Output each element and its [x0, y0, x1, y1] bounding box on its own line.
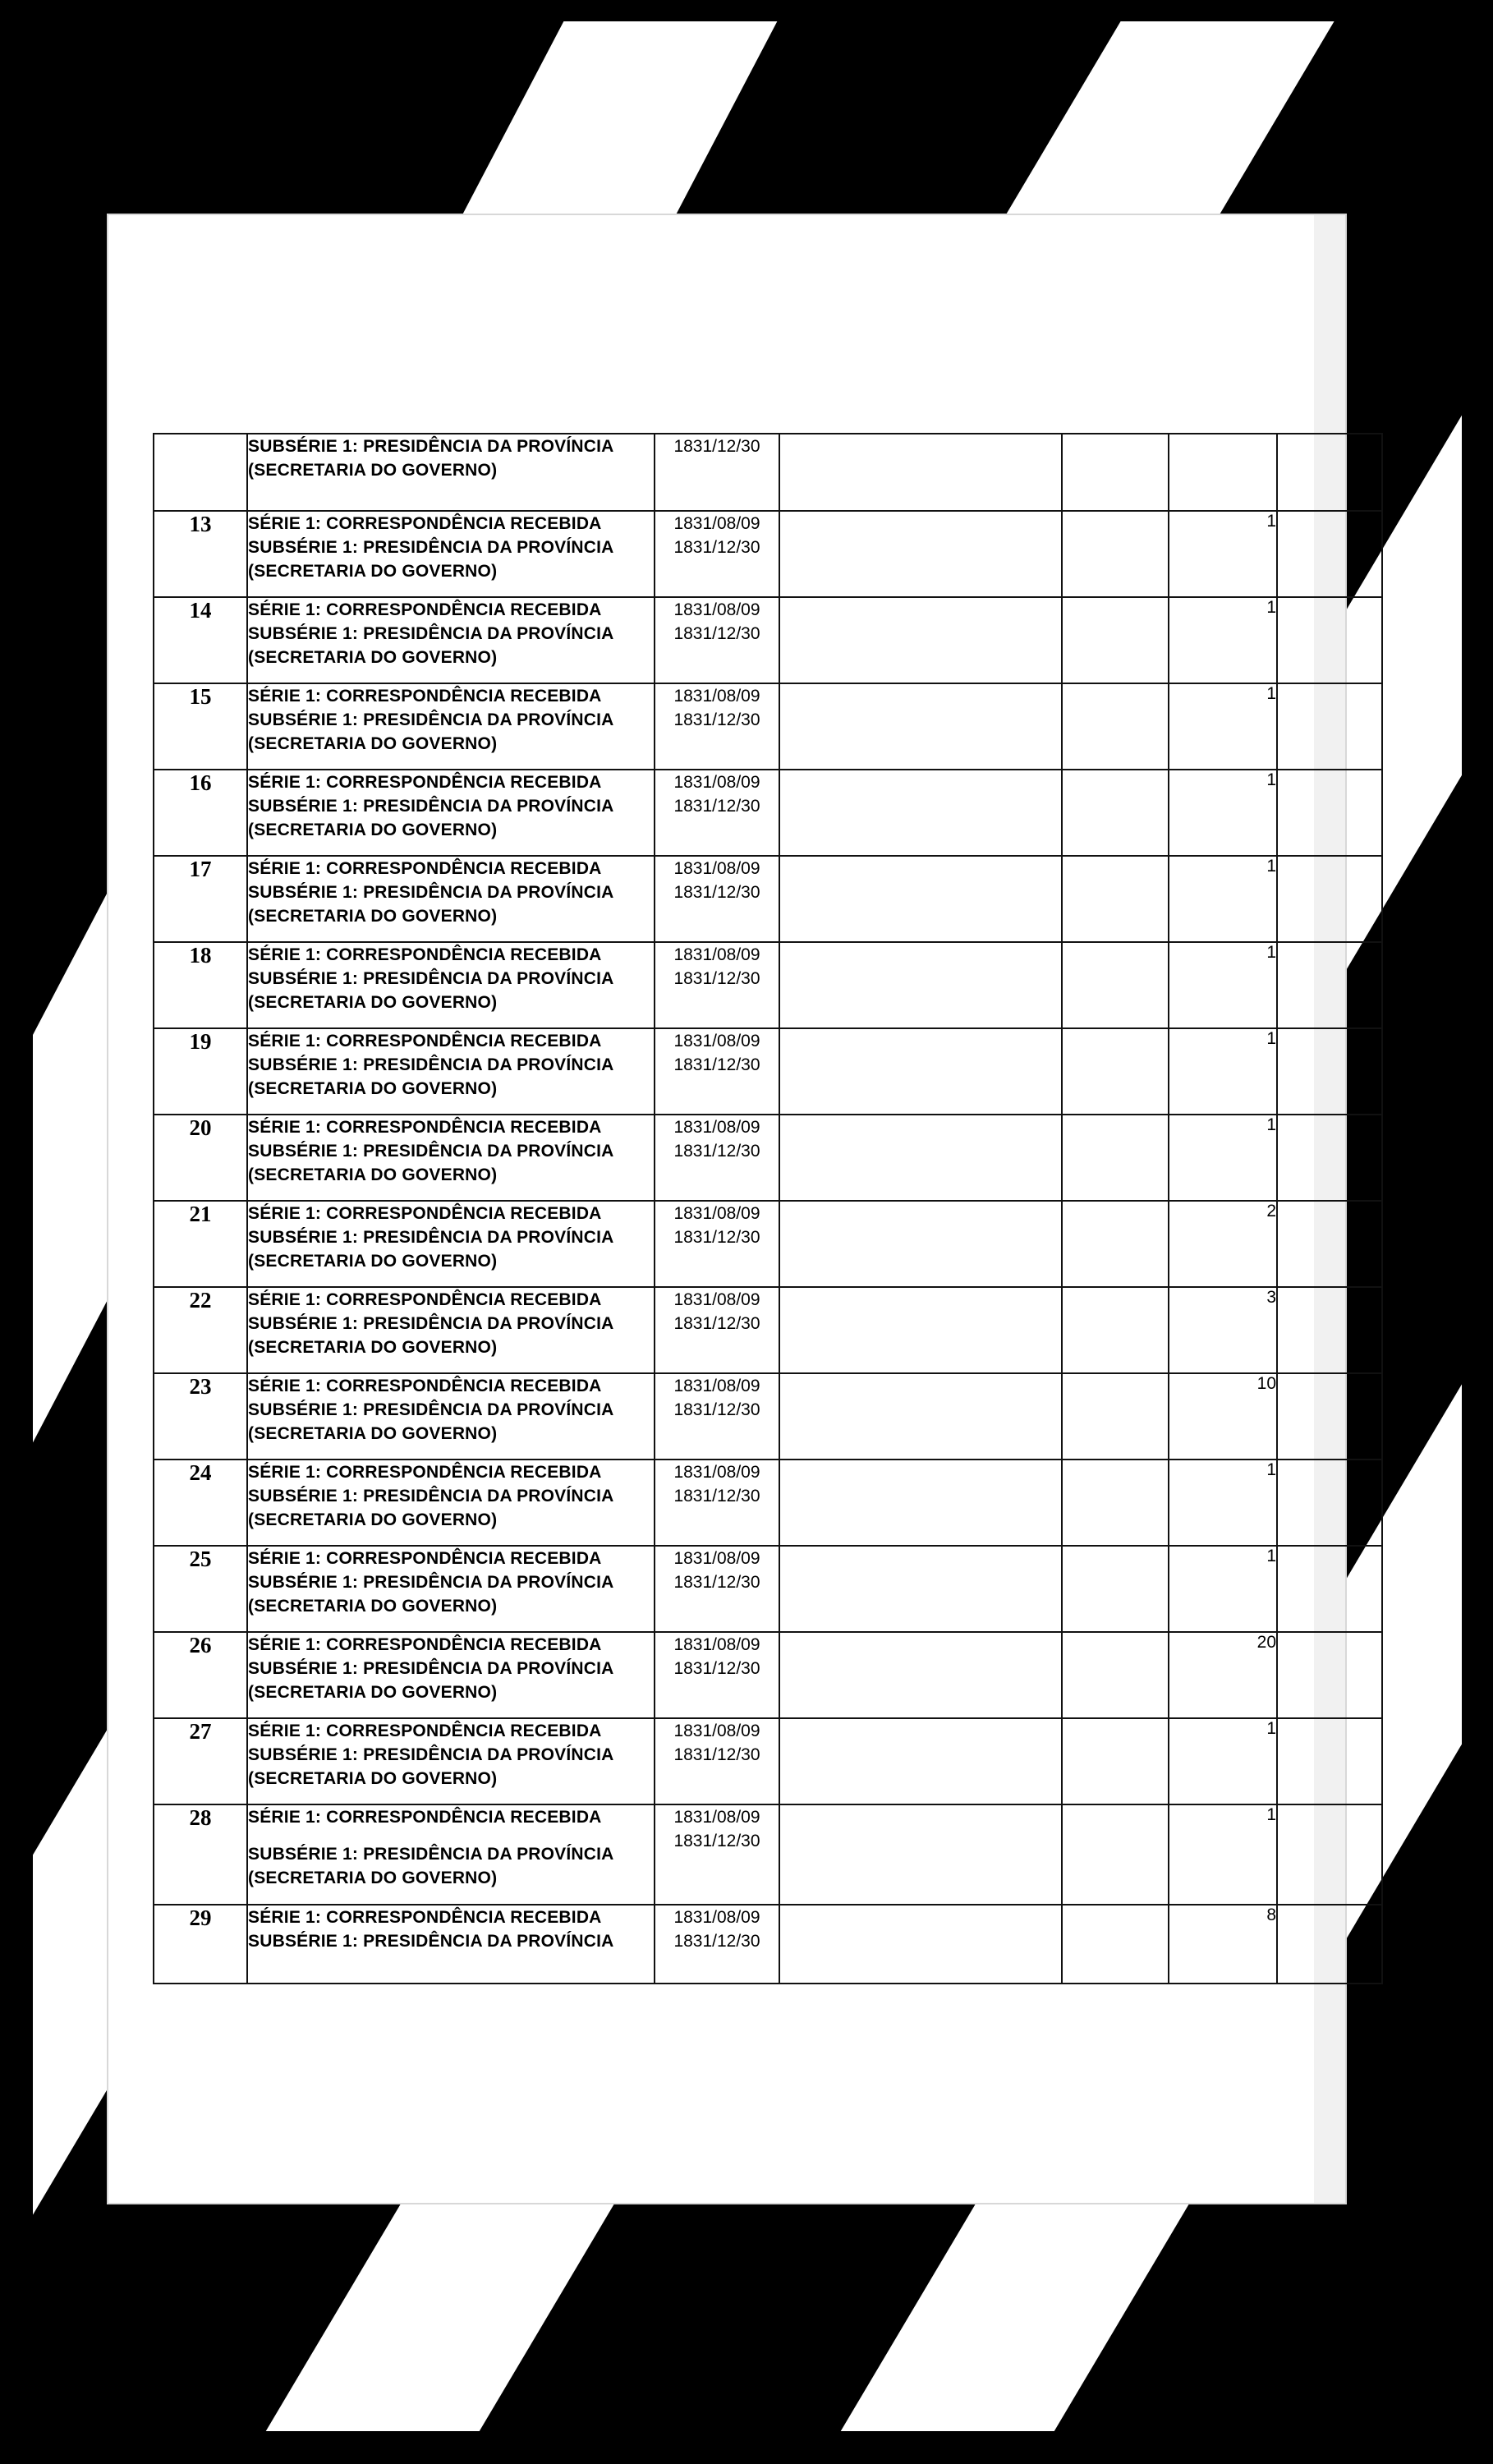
empty-cell: [1062, 1546, 1169, 1632]
record-description: [247, 683, 655, 770]
section-label: (SECRETARIA DO GOVERNO): [248, 1597, 498, 1616]
empty-cell: [1062, 1287, 1169, 1373]
series-label: SÉRIE 1: CORRESPONDÊNCIA RECEBIDA: [248, 1032, 602, 1050]
subseries-label: SUBSÉRIE 1: PRESIDÊNCIA DA PROVÍNCIA: [248, 1228, 614, 1247]
empty-cell: [779, 683, 1062, 770]
date-end: 1831/12/30: [673, 1400, 760, 1419]
empty-cell: [1062, 511, 1169, 597]
quantity: 2: [1169, 1201, 1277, 1287]
empty-cell: [779, 942, 1062, 1028]
inventory-table: [153, 433, 1383, 1984]
date-end: 1831/12/30: [673, 710, 760, 729]
record-description: [247, 1718, 655, 1804]
table-row: [154, 597, 1382, 683]
record-description: [247, 511, 655, 597]
record-description: [247, 1905, 655, 1984]
date-end: 1831/12/30: [673, 1487, 760, 1506]
empty-cell: [1277, 1804, 1382, 1905]
record-description: [247, 1804, 655, 1905]
date-end: 1831/12/30: [673, 797, 760, 816]
record-number: 22: [154, 1287, 247, 1373]
date-range: [655, 1632, 779, 1718]
section-label: (SECRETARIA DO GOVERNO): [248, 1079, 498, 1098]
quantity: 1: [1169, 1115, 1277, 1201]
record-description: [247, 1287, 655, 1373]
section-label: (SECRETARIA DO GOVERNO): [248, 1769, 498, 1788]
date-end: 1831/12/30: [673, 624, 760, 643]
date-range: [655, 942, 779, 1028]
date-range: [655, 770, 779, 856]
section-label: (SECRETARIA DO GOVERNO): [248, 1165, 498, 1184]
subseries-label: SUBSÉRIE 1: PRESIDÊNCIA DA PROVÍNCIA: [248, 1932, 614, 1951]
empty-cell: [779, 1718, 1062, 1804]
quantity: 1: [1169, 1546, 1277, 1632]
series-label: SÉRIE 1: CORRESPONDÊNCIA RECEBIDA: [248, 1204, 602, 1223]
date-start: 1831/08/09: [673, 1463, 760, 1482]
record-number: 24: [154, 1460, 247, 1546]
empty-cell: [1062, 856, 1169, 942]
subseries-label: SUBSÉRIE 1: PRESIDÊNCIA DA PROVÍNCIA: [248, 710, 614, 729]
empty-cell: [1062, 597, 1169, 683]
date-range: [655, 597, 779, 683]
subseries-label: SUBSÉRIE 1: PRESIDÊNCIA DA PROVÍNCIA: [248, 797, 614, 816]
date-start: 1831/08/09: [673, 773, 760, 792]
series-label: SÉRIE 1: CORRESPONDÊNCIA RECEBIDA: [248, 514, 602, 533]
empty-cell: [1277, 1028, 1382, 1115]
series-label: SÉRIE 1: CORRESPONDÊNCIA RECEBIDA: [248, 687, 602, 706]
date-end: 1831/12/30: [673, 883, 760, 902]
record-number: 18: [154, 942, 247, 1028]
date-range: [655, 1287, 779, 1373]
date-range: [655, 1201, 779, 1287]
series-label: SÉRIE 1: CORRESPONDÊNCIA RECEBIDA: [248, 1808, 602, 1827]
section-label: (SECRETARIA DO GOVERNO): [248, 821, 498, 839]
record-number: 17: [154, 856, 247, 942]
date-start: 1831/08/09: [673, 1290, 760, 1309]
table-row: [154, 1115, 1382, 1201]
date-end: 1831/12/30: [673, 538, 760, 557]
section-label: (SECRETARIA DO GOVERNO): [248, 648, 498, 667]
quantity: 1: [1169, 942, 1277, 1028]
section-label: (SECRETARIA DO GOVERNO): [248, 1510, 498, 1529]
date-range: [655, 1718, 779, 1804]
table-row: [154, 942, 1382, 1028]
quantity: 8: [1169, 1905, 1277, 1984]
record-description: [247, 1460, 655, 1546]
date-end: 1831/12/30: [673, 1142, 760, 1161]
empty-cell: [779, 1905, 1062, 1984]
section-label: (SECRETARIA DO GOVERNO): [248, 1252, 498, 1271]
empty-cell: [1062, 1115, 1169, 1201]
table-row: [154, 511, 1382, 597]
quantity: 3: [1169, 1287, 1277, 1373]
section-label: (SECRETARIA DO GOVERNO): [248, 1869, 498, 1887]
record-number: [154, 434, 247, 511]
date-start: 1831/08/09: [673, 859, 760, 878]
section-label: (SECRETARIA DO GOVERNO): [248, 907, 498, 926]
table-row: [154, 1718, 1382, 1804]
empty-cell: [779, 1632, 1062, 1718]
date-end: 1831/12/30: [673, 1659, 760, 1678]
date-start: 1831/08/09: [673, 514, 760, 533]
quantity: 10: [1169, 1373, 1277, 1460]
date-end: 1831/12/30: [673, 1228, 760, 1247]
date-range: [655, 1115, 779, 1201]
empty-cell: [1277, 1905, 1382, 1984]
subseries-label: SUBSÉRIE 1: PRESIDÊNCIA DA PROVÍNCIA: [248, 1400, 614, 1419]
table-row: [154, 683, 1382, 770]
inventory-table-body: [154, 434, 1382, 1984]
quantity: 1: [1169, 597, 1277, 683]
date-end: 1831/12/30: [673, 1314, 760, 1333]
empty-cell: [779, 1115, 1062, 1201]
quantity: 1: [1169, 683, 1277, 770]
date-end: 1831/12/30: [673, 1832, 760, 1850]
empty-cell: [779, 434, 1062, 511]
series-label: SÉRIE 1: CORRESPONDÊNCIA RECEBIDA: [248, 600, 602, 619]
date-range: [655, 856, 779, 942]
date-start: 1831/08/09: [673, 1118, 760, 1137]
empty-cell: [779, 1201, 1062, 1287]
table-row: [154, 434, 1382, 511]
empty-cell: [1062, 770, 1169, 856]
subseries-label: SUBSÉRIE 1: PRESIDÊNCIA DA PROVÍNCIA: [248, 1745, 614, 1764]
record-number: 14: [154, 597, 247, 683]
empty-cell: [1277, 683, 1382, 770]
subseries-label: SUBSÉRIE 1: PRESIDÊNCIA DA PROVÍNCIA: [248, 538, 614, 557]
table-row: [154, 1287, 1382, 1373]
table-row: [154, 856, 1382, 942]
empty-cell: [779, 1287, 1062, 1373]
record-number: 19: [154, 1028, 247, 1115]
empty-cell: [779, 1373, 1062, 1460]
record-description: [247, 856, 655, 942]
table-row: [154, 1373, 1382, 1460]
date-range: [655, 1546, 779, 1632]
record-description: [247, 1546, 655, 1632]
table-row: [154, 1460, 1382, 1546]
empty-cell: [1062, 434, 1169, 511]
date-end: 1831/12/30: [673, 1745, 760, 1764]
record-description: [247, 434, 655, 511]
section-label: (SECRETARIA DO GOVERNO): [248, 734, 498, 753]
table-row: [154, 1632, 1382, 1718]
date-range: [655, 511, 779, 597]
date-start: 1831/08/09: [673, 1635, 760, 1654]
series-label: SÉRIE 1: CORRESPONDÊNCIA RECEBIDA: [248, 859, 602, 878]
section-label: (SECRETARIA DO GOVERNO): [248, 562, 498, 581]
empty-cell: [1062, 1028, 1169, 1115]
record-description: [247, 1373, 655, 1460]
empty-cell: [1277, 1460, 1382, 1546]
empty-cell: [1277, 1632, 1382, 1718]
subseries-label: SUBSÉRIE 1: PRESIDÊNCIA DA PROVÍNCIA: [248, 1487, 614, 1506]
date-end: 1831/12/30: [673, 969, 760, 988]
empty-cell: [1277, 511, 1382, 597]
series-label: SÉRIE 1: CORRESPONDÊNCIA RECEBIDA: [248, 1635, 602, 1654]
series-label: SÉRIE 1: CORRESPONDÊNCIA RECEBIDA: [248, 945, 602, 964]
empty-cell: [1277, 434, 1382, 511]
subseries-label: SUBSÉRIE 1: PRESIDÊNCIA DA PROVÍNCIA: [248, 1314, 614, 1333]
empty-cell: [1277, 770, 1382, 856]
date-start: 1831/12/30: [673, 437, 760, 456]
empty-cell: [1062, 1905, 1169, 1984]
empty-cell: [779, 856, 1062, 942]
empty-cell: [1062, 1632, 1169, 1718]
empty-cell: [1277, 1546, 1382, 1632]
quantity: [1169, 434, 1277, 511]
empty-cell: [1277, 1287, 1382, 1373]
record-number: 27: [154, 1718, 247, 1804]
record-description: [247, 770, 655, 856]
table-row: [154, 1546, 1382, 1632]
table-row: [154, 1201, 1382, 1287]
empty-cell: [1277, 856, 1382, 942]
empty-cell: [779, 597, 1062, 683]
empty-cell: [779, 1804, 1062, 1905]
series-label: SÉRIE 1: CORRESPONDÊNCIA RECEBIDA: [248, 1463, 602, 1482]
record-number: 13: [154, 511, 247, 597]
date-range: [655, 1905, 779, 1984]
section-label: (SECRETARIA DO GOVERNO): [248, 461, 498, 480]
date-end: 1831/12/30: [673, 1932, 760, 1951]
empty-cell: [779, 1028, 1062, 1115]
date-start: 1831/08/09: [673, 1032, 760, 1050]
date-range: [655, 1460, 779, 1546]
empty-cell: [1277, 1115, 1382, 1201]
quantity: 20: [1169, 1632, 1277, 1718]
empty-cell: [1062, 942, 1169, 1028]
section-label: (SECRETARIA DO GOVERNO): [248, 993, 498, 1012]
table-row: [154, 770, 1382, 856]
empty-cell: [1277, 1201, 1382, 1287]
series-label: SÉRIE 1: CORRESPONDÊNCIA RECEBIDA: [248, 1377, 602, 1395]
quantity: 1: [1169, 1718, 1277, 1804]
empty-cell: [1062, 1373, 1169, 1460]
record-description: [247, 1028, 655, 1115]
series-label: SÉRIE 1: CORRESPONDÊNCIA RECEBIDA: [248, 1118, 602, 1137]
empty-cell: [1277, 597, 1382, 683]
record-number: 23: [154, 1373, 247, 1460]
subseries-label: SUBSÉRIE 1: PRESIDÊNCIA DA PROVÍNCIA: [248, 883, 614, 902]
quantity: 1: [1169, 856, 1277, 942]
empty-cell: [1062, 683, 1169, 770]
empty-cell: [1062, 1718, 1169, 1804]
quantity: 1: [1169, 1460, 1277, 1546]
table-row: [154, 1028, 1382, 1115]
date-range: [655, 1028, 779, 1115]
empty-cell: [1062, 1201, 1169, 1287]
record-number: 29: [154, 1905, 247, 1984]
quantity: 1: [1169, 1804, 1277, 1905]
table-row: [154, 1905, 1382, 1984]
subseries-label: SUBSÉRIE 1: PRESIDÊNCIA DA PROVÍNCIA: [248, 437, 614, 456]
date-range: [655, 434, 779, 511]
record-number: 25: [154, 1546, 247, 1632]
empty-cell: [1277, 1718, 1382, 1804]
record-description: [247, 942, 655, 1028]
empty-cell: [779, 1546, 1062, 1632]
date-end: 1831/12/30: [673, 1055, 760, 1074]
subseries-label: SUBSÉRIE 1: PRESIDÊNCIA DA PROVÍNCIA: [248, 1055, 614, 1074]
subseries-label: SUBSÉRIE 1: PRESIDÊNCIA DA PROVÍNCIA: [248, 624, 614, 643]
date-start: 1831/08/09: [673, 687, 760, 706]
date-end: 1831/12/30: [673, 1573, 760, 1592]
record-description: [247, 597, 655, 683]
record-description: [247, 1201, 655, 1287]
date-start: 1831/08/09: [673, 1808, 760, 1827]
date-start: 1831/08/09: [673, 945, 760, 964]
empty-cell: [779, 511, 1062, 597]
section-label: (SECRETARIA DO GOVERNO): [248, 1338, 498, 1357]
record-number: 28: [154, 1804, 247, 1905]
section-label: (SECRETARIA DO GOVERNO): [248, 1683, 498, 1702]
series-label: SÉRIE 1: CORRESPONDÊNCIA RECEBIDA: [248, 1722, 602, 1740]
series-label: SÉRIE 1: CORRESPONDÊNCIA RECEBIDA: [248, 1549, 602, 1568]
empty-cell: [779, 770, 1062, 856]
empty-cell: [779, 1460, 1062, 1546]
series-label: SÉRIE 1: CORRESPONDÊNCIA RECEBIDA: [248, 1290, 602, 1309]
date-range: [655, 1373, 779, 1460]
record-number: 15: [154, 683, 247, 770]
subseries-label: SUBSÉRIE 1: PRESIDÊNCIA DA PROVÍNCIA: [248, 1845, 614, 1864]
section-label: (SECRETARIA DO GOVERNO): [248, 1424, 498, 1443]
record-number: 16: [154, 770, 247, 856]
date-start: 1831/08/09: [673, 1377, 760, 1395]
record-description: [247, 1632, 655, 1718]
date-start: 1831/08/09: [673, 1722, 760, 1740]
series-label: SÉRIE 1: CORRESPONDÊNCIA RECEBIDA: [248, 1908, 602, 1927]
table-row: [154, 1804, 1382, 1905]
subseries-label: SUBSÉRIE 1: PRESIDÊNCIA DA PROVÍNCIA: [248, 1573, 614, 1592]
subseries-label: SUBSÉRIE 1: PRESIDÊNCIA DA PROVÍNCIA: [248, 1659, 614, 1678]
date-start: 1831/08/09: [673, 600, 760, 619]
record-number: 26: [154, 1632, 247, 1718]
subseries-label: SUBSÉRIE 1: PRESIDÊNCIA DA PROVÍNCIA: [248, 1142, 614, 1161]
empty-cell: [1062, 1804, 1169, 1905]
empty-cell: [1277, 942, 1382, 1028]
quantity: 1: [1169, 770, 1277, 856]
date-start: 1831/08/09: [673, 1549, 760, 1568]
record-number: 21: [154, 1201, 247, 1287]
series-label: SÉRIE 1: CORRESPONDÊNCIA RECEBIDA: [248, 773, 602, 792]
record-number: 20: [154, 1115, 247, 1201]
empty-cell: [1062, 1460, 1169, 1546]
date-start: 1831/08/09: [673, 1908, 760, 1927]
record-description: [247, 1115, 655, 1201]
date-range: [655, 1804, 779, 1905]
date-start: 1831/08/09: [673, 1204, 760, 1223]
quantity: 1: [1169, 511, 1277, 597]
date-range: [655, 683, 779, 770]
quantity: 1: [1169, 1028, 1277, 1115]
empty-cell: [1277, 1373, 1382, 1460]
subseries-label: SUBSÉRIE 1: PRESIDÊNCIA DA PROVÍNCIA: [248, 969, 614, 988]
